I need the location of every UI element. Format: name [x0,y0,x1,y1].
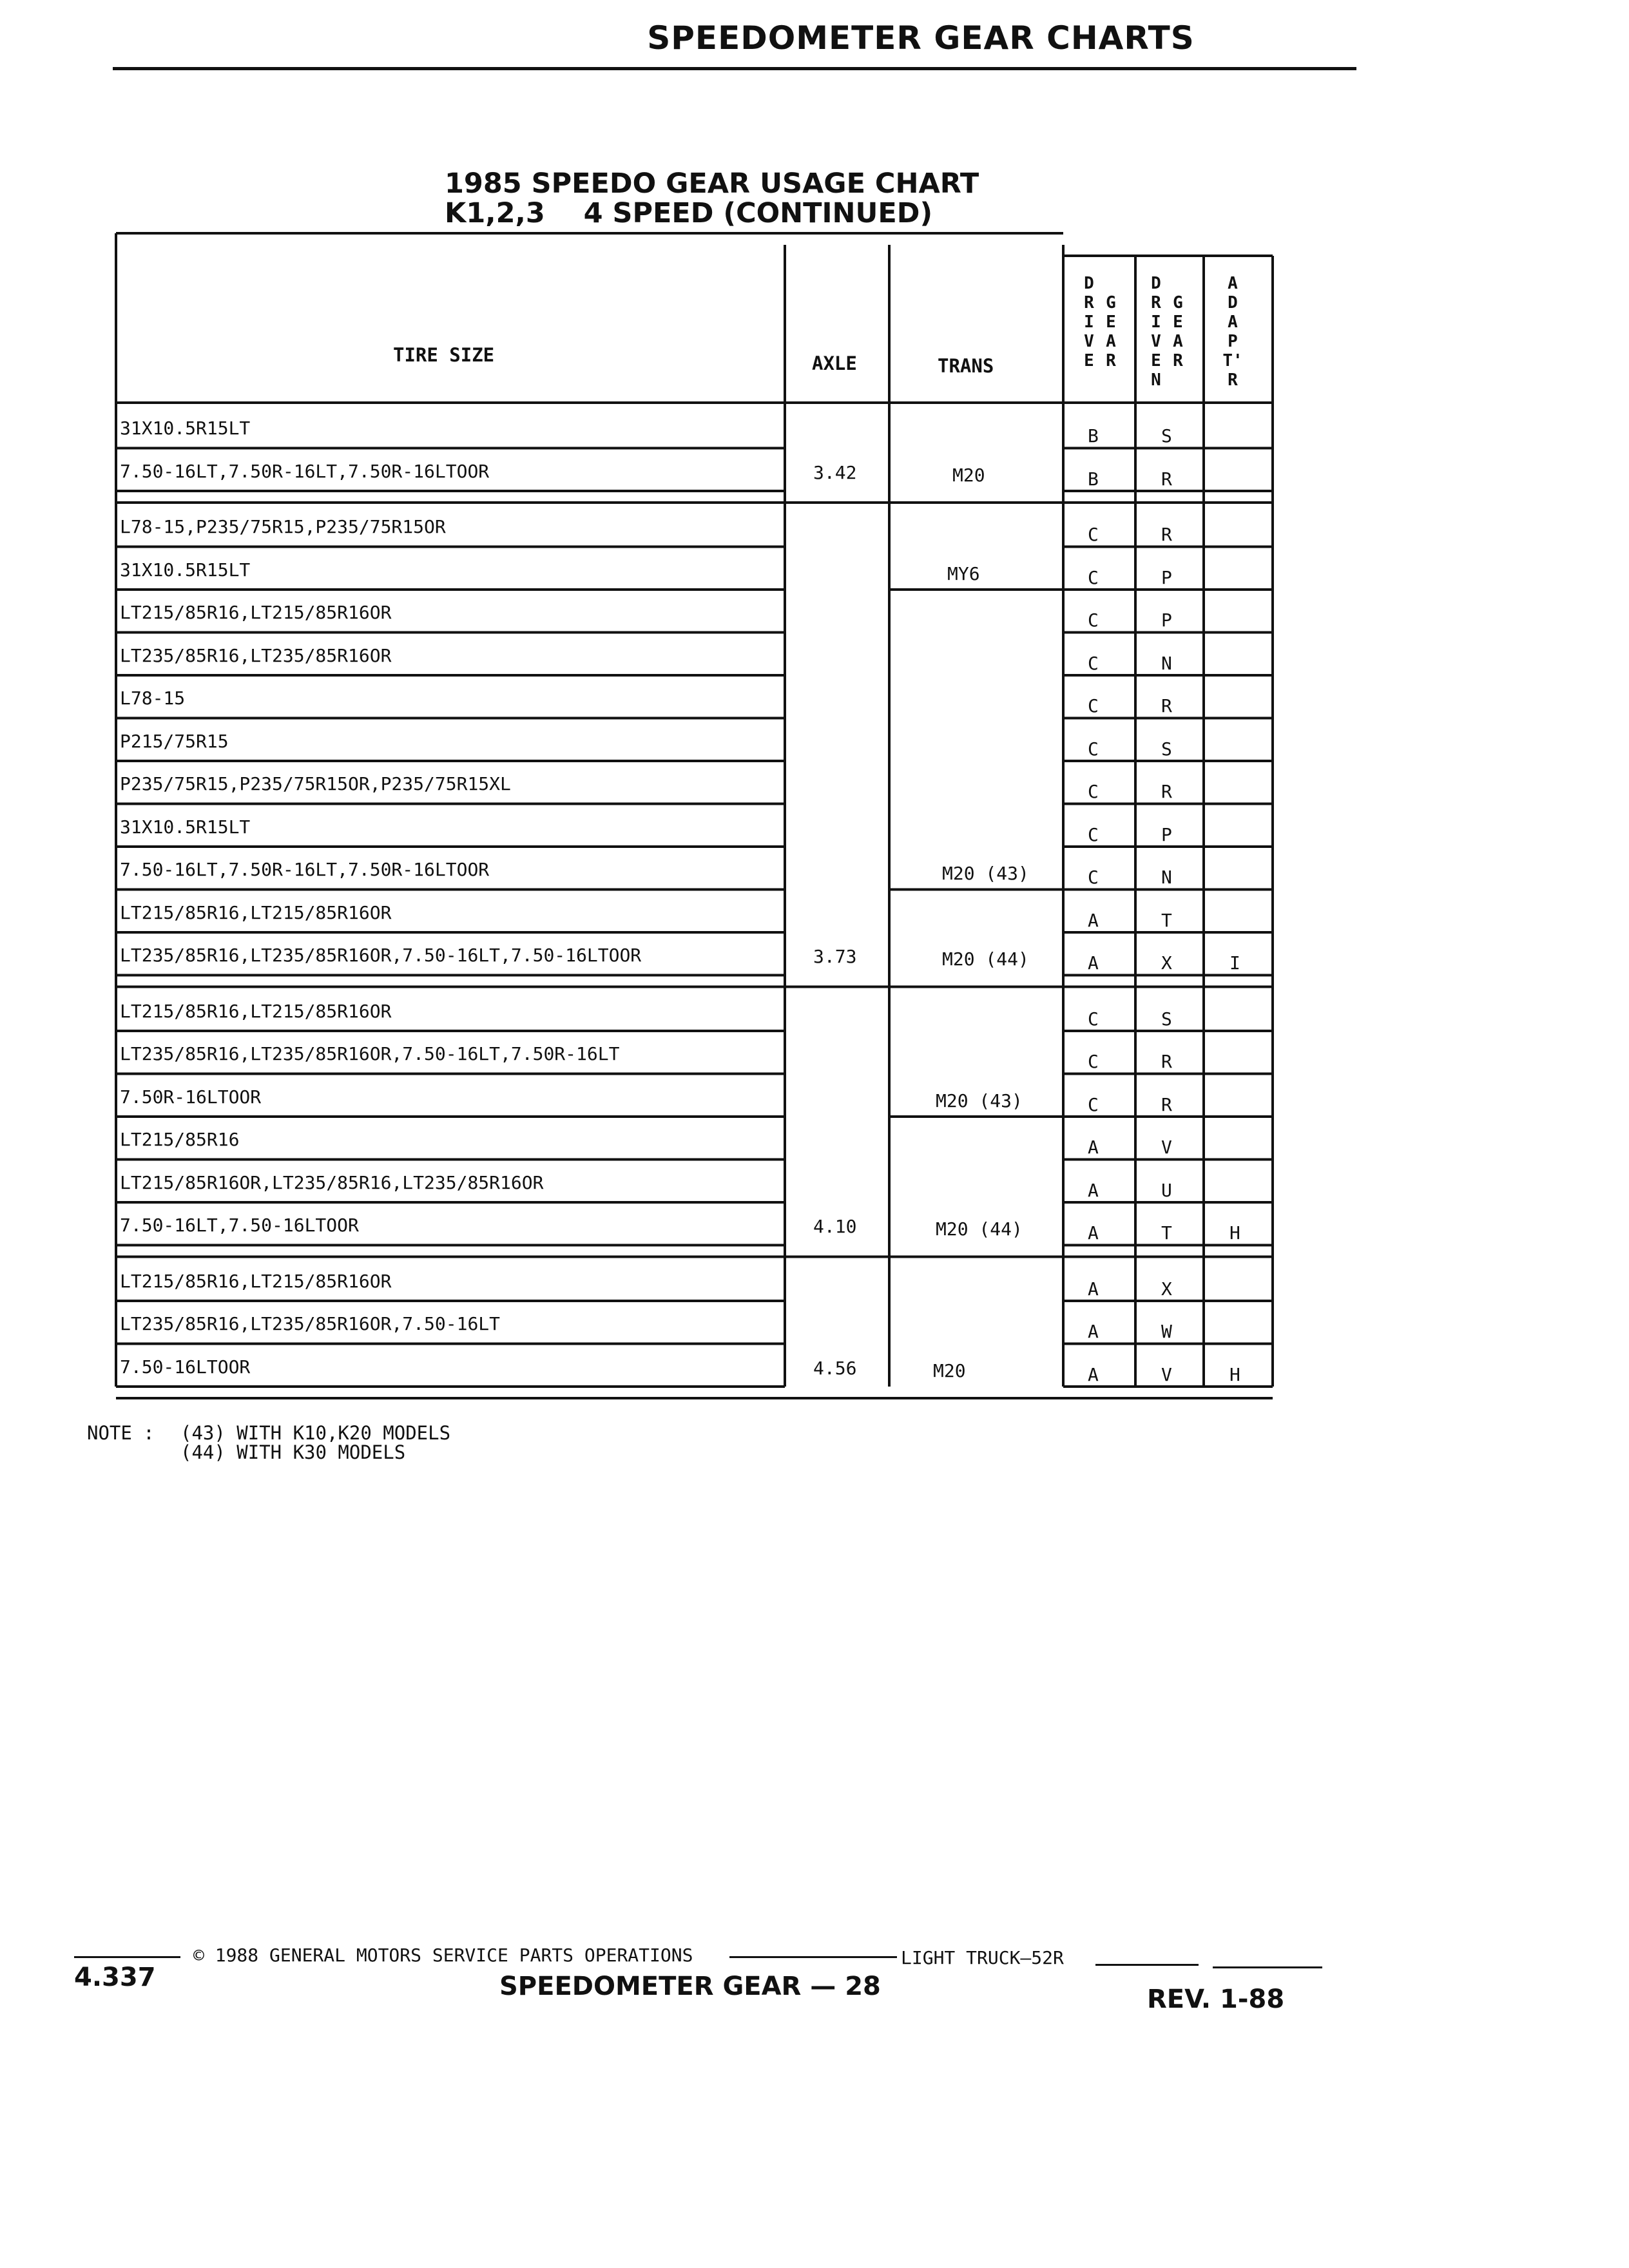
driven-gear-cell: P [1161,823,1172,845]
adapter-cell: H [1229,1363,1240,1385]
chart-title-line2: K1,2,3 4 SPEED (CONTINUED) [445,197,933,229]
drive-gear-cell: A [1088,1363,1099,1385]
driven-gear-cell: T [1161,1222,1172,1244]
trans-cell: M20 (44) [936,1218,1023,1240]
header-trans: TRANS [938,355,994,377]
note-line-2: (44) WITH K30 MODELS [180,1441,406,1463]
trans-cell: M20 (43) [942,863,1029,884]
driven-gear-cell: R [1161,695,1172,716]
drive-gear-cell: C [1088,652,1099,674]
tire-size-cell: LT215/85R16,LT215/85R16OR [120,1270,392,1292]
drive-gear-cell: C [1088,695,1099,716]
adapter-cell: I [1229,952,1240,974]
drive-gear-cell: C [1088,524,1099,545]
tire-size-cell: P215/75R15 [120,730,229,752]
driven-gear-cell: W [1161,1321,1172,1342]
tire-size-cell: 7.50-16LTOOR [120,1356,251,1378]
chart-title-line1: 1985 SPEEDO GEAR USAGE CHART [445,168,979,200]
tire-size-cell: LT235/85R16,LT235/85R16OR [120,644,392,666]
driven-gear-cell: N [1161,652,1172,674]
drive-gear-cell: C [1088,781,1099,802]
driven-gear-cell: V [1161,1137,1172,1158]
footer-rule-right-2 [1213,1966,1322,1968]
drive-gear-cell: C [1088,867,1099,888]
tire-size-cell: LT215/85R16,LT215/85R16OR [120,1000,392,1022]
driven-gear-cell: R [1161,1093,1172,1115]
footer-rule-right [1095,1964,1199,1966]
drive-gear-cell: A [1088,1278,1099,1300]
tire-size-cell: 7.50-16LT,7.50R-16LT,7.50R-16LTOOR [120,460,490,482]
driven-gear-cell: S [1161,738,1172,760]
driven-gear-cell: P [1161,566,1172,588]
note-label: NOTE : [87,1422,155,1444]
tire-size-cell: 31X10.5R15LT [120,418,251,439]
tire-size-cell: 7.50-16LT,7.50R-16LT,7.50R-16LTOOR [120,859,490,880]
tire-size-cell: LT215/85R16,LT215/85R16OR [120,602,392,623]
footer-copyright: © 1988 GENERAL MOTORS SERVICE PARTS OPERATIONS [193,1945,693,1966]
driven-gear-cell: N [1161,867,1172,888]
header-driven-gear: D R I V E N [1151,274,1161,390]
drive-gear-cell: A [1088,1137,1099,1158]
footer-page-code: 4.337 [74,1963,156,1992]
tire-size-cell: 7.50-16LT,7.50-16LTOOR [120,1215,359,1236]
footer-revision: REV. 1-88 [1147,1984,1285,2014]
drive-gear-cell: C [1088,1051,1099,1072]
drive-gear-cell: A [1088,909,1099,931]
tire-size-cell: LT235/85R16,LT235/85R16OR,7.50-16LT,7.50-16LTOOR [120,945,642,966]
footer-rule-mid [729,1956,897,1958]
tire-size-cell: 31X10.5R15LT [120,816,251,838]
trans-cell: M20 [933,1360,966,1381]
header-axle: AXLE [812,352,857,374]
drive-gear-cell: B [1088,425,1099,447]
driven-gear-cell: S [1161,425,1172,447]
drive-gear-cell: B [1088,468,1099,490]
header-adapter: A D A P T' R [1222,274,1243,390]
tire-size-cell: L78-15,P235/75R15,P235/75R15OR [120,516,446,537]
footer-section: SPEEDOMETER GEAR — 28 [499,1972,881,2001]
driven-gear-cell: S [1161,1008,1172,1030]
drive-gear-cell: A [1088,952,1099,974]
driven-gear-cell: R [1161,468,1172,490]
axle-cell: 3.42 [813,461,857,483]
drive-gear-cell: C [1088,738,1099,760]
axle-cell: 4.56 [813,1357,857,1379]
adapter-cell: H [1229,1222,1240,1244]
tire-size-cell: 7.50R-16LTOOR [120,1086,262,1108]
drive-gear-cell: C [1088,1008,1099,1030]
header-drive-gear-b: G E A R [1106,293,1116,370]
tire-size-cell: LT235/85R16,LT235/85R16OR,7.50-16LT [120,1313,501,1334]
driven-gear-cell: X [1161,1278,1172,1300]
tire-size-cell: LT215/85R16,LT215/85R16OR [120,901,392,923]
driven-gear-cell: R [1161,781,1172,802]
trans-cell: M20 (44) [942,948,1029,970]
axle-cell: 4.10 [813,1216,857,1237]
driven-gear-cell: R [1161,1051,1172,1072]
footer-light-truck: LIGHT TRUCK—52R [901,1947,1064,1968]
drive-gear-cell: A [1088,1179,1099,1201]
trans-cell: M20 (43) [936,1090,1023,1111]
tire-size-cell: P235/75R15,P235/75R15OR,P235/75R15XL [120,773,511,794]
trans-cell: MY6 [947,562,980,584]
trans-cell: M20 [952,464,985,486]
drive-gear-cell: C [1088,566,1099,588]
tire-size-cell: LT215/85R16 [120,1129,240,1150]
tire-size-cell: LT235/85R16,LT235/85R16OR,7.50-16LT,7.50R-16LT [120,1043,620,1064]
drive-gear-cell: A [1088,1321,1099,1342]
header-drive-gear: D R I V E [1084,274,1094,370]
tire-size-cell: L78-15 [120,687,186,709]
driven-gear-cell: R [1161,524,1172,545]
page-title: SPEEDOMETER GEAR CHARTS [647,19,1195,57]
driven-gear-cell: P [1161,610,1172,631]
driven-gear-cell: V [1161,1363,1172,1385]
driven-gear-cell: T [1161,909,1172,931]
driven-gear-cell: X [1161,952,1172,974]
drive-gear-cell: C [1088,1093,1099,1115]
footer-rule-left [74,1956,180,1958]
drive-gear-cell: A [1088,1222,1099,1244]
note-line-1: (43) WITH K10,K20 MODELS [180,1422,451,1444]
header-tire-size: TIRE SIZE [393,344,495,366]
axle-cell: 3.73 [813,946,857,967]
driven-gear-cell: U [1161,1179,1172,1201]
header-driven-gear-b: G E A R [1173,293,1183,370]
tire-size-cell: LT215/85R16OR,LT235/85R16,LT235/85R16OR [120,1171,544,1193]
drive-gear-cell: C [1088,610,1099,631]
drive-gear-cell: C [1088,823,1099,845]
tire-size-cell: 31X10.5R15LT [120,559,251,581]
